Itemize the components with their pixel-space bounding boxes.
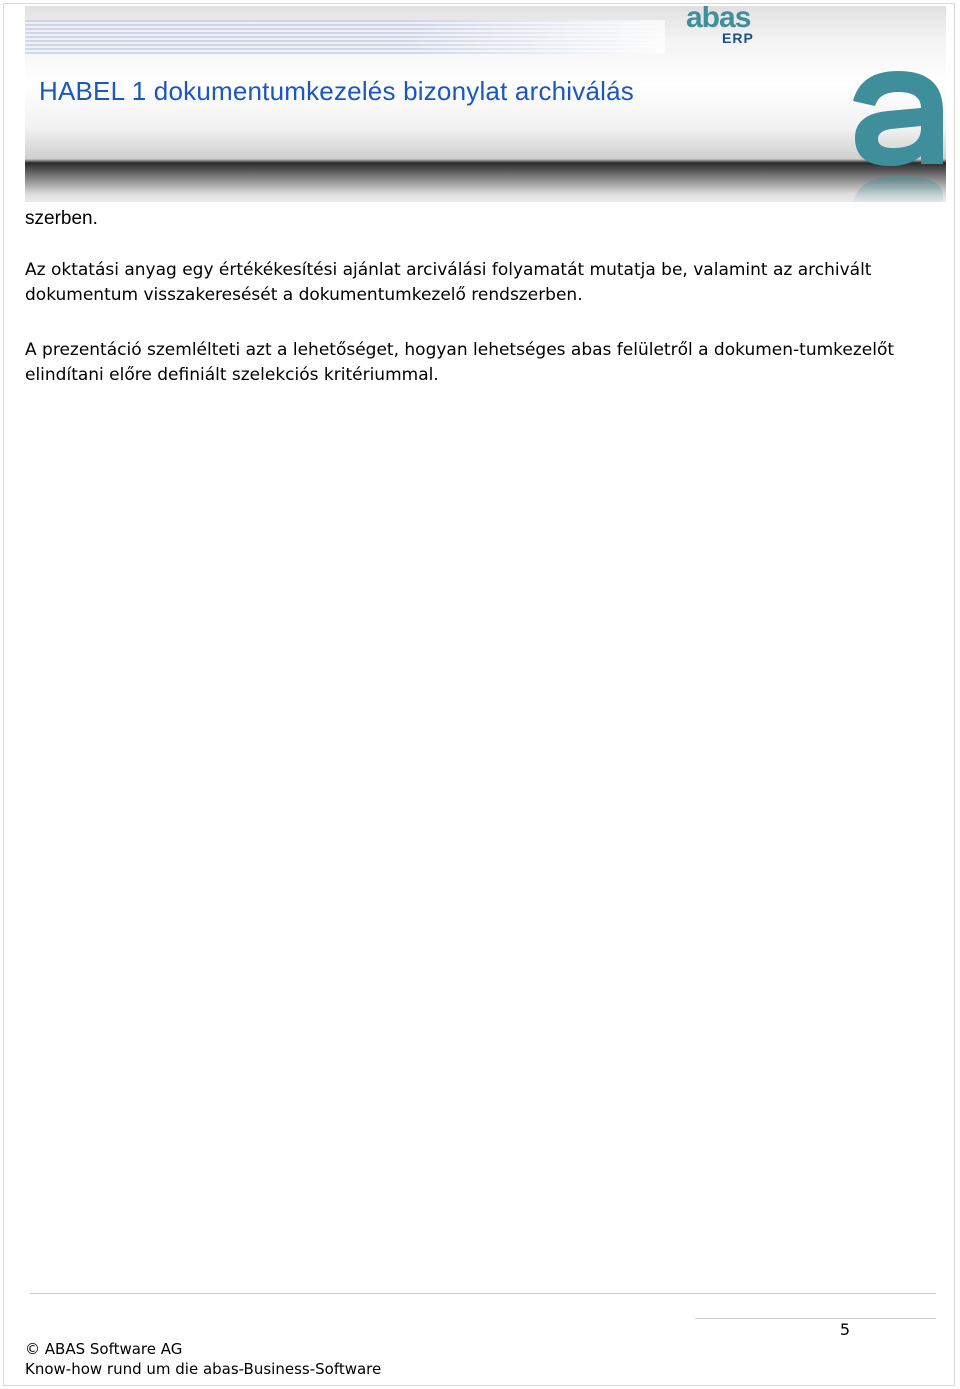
header-banner (25, 6, 946, 202)
footer-copyright: © ABAS Software AG (25, 1340, 183, 1358)
abas-logo (686, 7, 766, 49)
paragraph-1: Az oktatási anyag egy értékékesítési ajánlat arciválási folyamatát mutatja be, valamint az archivált dokumentum visszakeresését a dokumentumkezelő rendszerben. (25, 260, 872, 305)
page-number: 5 (839, 1320, 851, 1339)
text-fragment: szerben. (25, 208, 98, 229)
footer-divider (30, 1293, 936, 1294)
logo-erp: ERP (722, 30, 754, 46)
logo-word: abas (686, 6, 751, 34)
page-title: HABEL 1 dokumentumkezelés bizonylat archiválás (39, 76, 634, 106)
footer-tagline: Know-how rund um die abas-Business-Software (25, 1360, 382, 1378)
header-stripes (25, 20, 665, 54)
paragraph-2: A prezentáció szemlélteti azt a lehetőséget, hogyan lehetséges abas felületről a dokumen-tumkezelőt elindítani előre definiált szelekciós kritériummal. (25, 340, 895, 385)
page-number-divider (695, 1318, 936, 1319)
abas-a-logo-icon (843, 66, 946, 202)
